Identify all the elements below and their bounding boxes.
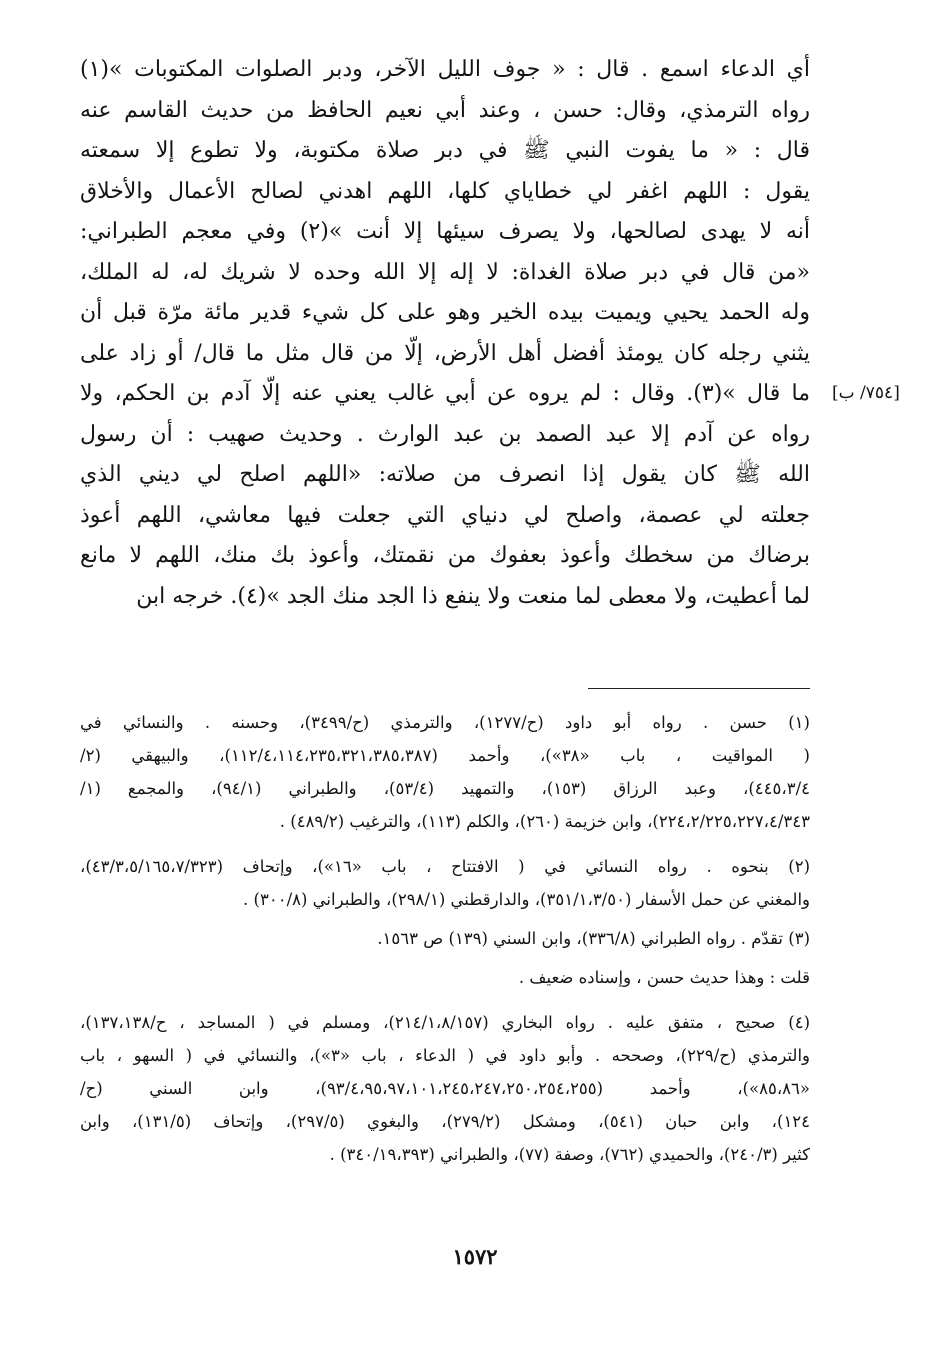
text-line: لما أعطيت، ولا معطى لما منعت ولا ينفع ذا الجد منك الجد »(٤). خرجه ابن	[136, 583, 810, 609]
text-line: قال : « ما يفوت النبي ﷺ في دبر صلاة مكتوبة، ولا تطوع إلا سمعته	[80, 138, 810, 163]
footnote-spacer	[80, 994, 810, 1006]
text-line: وله الحمد يحيي ويميت بيده الخير وهو على كل شيء قدير مائة مرّة قبل أن	[80, 300, 810, 325]
footnote-line: ٢٢٤،٢/٢٢٥،٢٢٧،٤/٣٤٣)، وابن خزيمة (٢٦٠)، والكلم (١١٣)، والترغيب (٤٨٩/٢) .	[279, 812, 810, 831]
footnote	[80, 706, 810, 838]
text-line: برضاك من سخطك وأعوذ بعفوك من نقمتك، وأعوذ بك منك، اللهم لا مانع	[80, 543, 810, 568]
footnote-line: «٨٥،٨٦»)، وأحمد (٩٣/٤،٩٥،٩٧،١٠١،٢٤٥،٢٤٧،٢٥٠،٢٥٤،٢٥٥)، وابن السني (ح/	[80, 1079, 810, 1098]
text-line: الله ﷺ كان يقول إذا انصرف من صلاته: «اللهم اصلح لي ديني الذي	[80, 462, 810, 487]
footnote-line: ١٢٤)، وابن حبان (٥٤١)، ومشكل (٢٧٩/٢)، والبغوي (٢٩٧/٥)، وإتحاف (١٣١/٥)، وابن	[80, 1112, 810, 1131]
text-line: «من قال في دبر صلاة الغداة: لا إله إلا الله وحده لا شريك له، له الملك،	[80, 259, 810, 285]
manuscript-folio-marker: [٧٥٤/ ب]	[832, 383, 900, 403]
footnote-spacer	[80, 838, 810, 850]
footnote-line: كثير (٢٤٠/٣)، والحميدي (٧٦٢)، وصفة (٧٧)، والطبراني (٣٤٠/١٩،٣٩٣) .	[329, 1145, 810, 1164]
text-line: جعلته لي عصمة، واصلح لي دنياي التي جعلت فيها معاشي، اللهم أعوذ	[80, 502, 810, 528]
main-text	[80, 50, 810, 617]
text-line: رواه الترمذي، وقال: حسن ، وعند أبي نعيم الحافظ من حديث القاسم عنه	[80, 97, 810, 123]
text-line: ما قال »(٣). وقال : لم يروه عن أبي غالب يعني عنه إلّا آدم بن الحكم، ولا	[80, 381, 810, 406]
footnotes-section	[80, 706, 810, 1171]
footnote-line: قلت : وهذا حديث حسن ، وإسناده ضعيف .	[518, 968, 810, 987]
footnote	[80, 961, 810, 994]
footnote	[80, 1006, 810, 1171]
footnote-line: ٤٤٥،٣/٤)، وعبد الرزاق (١٥٣)، والتمهيد (٥٣/٤)، والطبراني (٩٤/١)، والمجمع (١/	[80, 779, 810, 798]
text-line: يقول : اللهم اغفر لي خطاياي كلها، اللهم اهدني لصالح الأعمال والأخلاق	[80, 178, 810, 204]
footnote	[80, 922, 810, 955]
text-line: رواه عن آدم إلا عبد الصمد بن عبد الوارث . وحديث صهيب : أن رسول	[80, 421, 810, 447]
footnote-separator	[588, 688, 810, 689]
footnote-line: والمغني عن حمل الأسفار (٣٥١/١،٣/٥٠)، والدارقطني (٢٩٨/١)، والطبراني (٣٠٠/٨) .	[243, 890, 810, 909]
footnote-line: (٣) تقدّم . رواه الطبراني (٣٣٦/٨)، وابن السني (١٣٩) ص ١٥٦٣.	[377, 929, 810, 948]
footnote-line: (٤) صحيح ، متفق عليه . رواه البخاري (٢١٤/١،٨/١٥٧)، ومسلم في ( المساجد ، ح/١٣٧،١٣٨)،	[80, 1013, 810, 1032]
text-line: أنه لا يهدى لصالحها، ولا يصرف سيئها إلا أنت »(٢) وفي معجم الطبراني:	[80, 219, 810, 244]
text-line: أي الدعاء اسمع . قال : « جوف الليل الآخر، ودبر الصلوات المكتوبات »(١)	[80, 57, 810, 82]
page-number: ١٥٧٢	[452, 1244, 498, 1269]
footnote-line: والترمذي (ح/٢٢٩)، وصححه . وأبو داود في ( الدعاء ، باب «٣»)، والنسائي في ( السهو ، باب	[80, 1046, 810, 1065]
footnote-line: (١) حسن . رواه أبو داود (ح/١٢٧٧)، والترمذي (ح/٣٤٩٩)، وحسنه . والنسائي في	[80, 713, 810, 732]
footnote	[80, 850, 810, 916]
text-line: يثني رجله كان يومئذ أفضل أهل الأرض، إلّا من قال مثل ما قال/ أو زاد على	[80, 340, 810, 366]
footnote-line: (٢) بنحوه . رواه النسائي في ( الافتتاح ، باب «١٦»)، وإتحاف (٤٣/٣،٥/١٦٥،٧/٣٢٣)،	[80, 857, 810, 876]
footnote-line: ( المواقيت ، باب «٣٨»)، وأحمد (١١٢/٤،١١٤،٢٣٥،٣٢١،٣٨٥،٣٨٧)، والبيهقي (٢/	[80, 746, 810, 765]
